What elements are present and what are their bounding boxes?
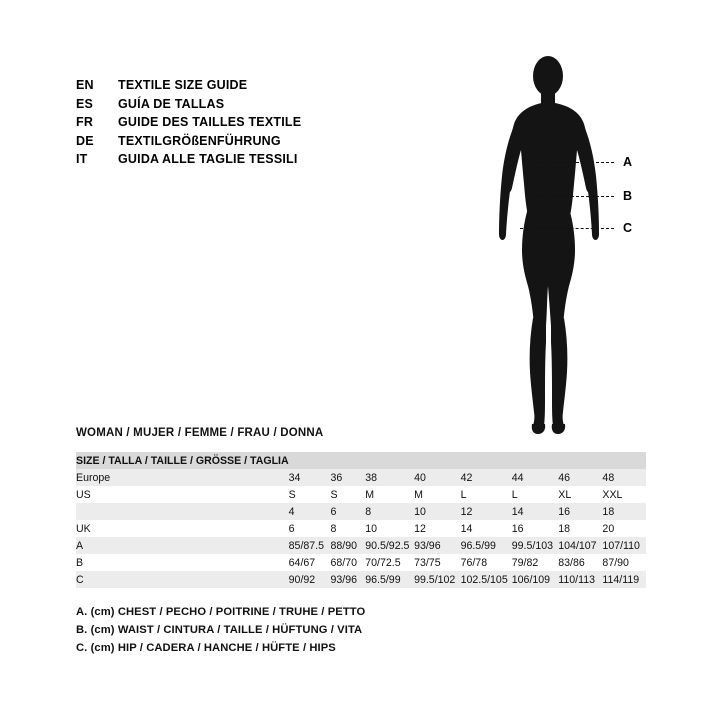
table-cell: 16 <box>558 503 602 520</box>
table-row <box>76 486 646 503</box>
table-cell: 79/82 <box>512 554 559 571</box>
legend-row <box>76 150 301 169</box>
callout-dashed-line <box>536 196 614 197</box>
table-cell: 8 <box>330 520 365 537</box>
callout-dashed-line <box>520 228 614 229</box>
table-cell: 38 <box>365 469 414 486</box>
table-cell: 76/78 <box>461 554 512 571</box>
legend-text: GUIDE DES TAILLES TEXTILE <box>118 115 302 130</box>
table-cell: 12 <box>414 520 461 537</box>
legend-text: TEXTILGRÖßENFÜHRUNG <box>118 133 281 148</box>
legend-text: GUIDA ALLE TAGLIE TESSILI <box>118 152 298 167</box>
table-cell: 6 <box>330 503 365 520</box>
table-row <box>76 537 646 554</box>
table-cell: 102.5/105 <box>461 571 512 588</box>
size-table <box>76 452 646 588</box>
table-cell: 48 <box>602 469 646 486</box>
table-cell: 99.5/103 <box>512 537 559 554</box>
table-cell: 99.5/102 <box>414 571 461 588</box>
table-cell: 93/96 <box>414 537 461 554</box>
table-cell: 114/119 <box>602 571 646 588</box>
legend-row <box>76 95 301 114</box>
table-cell: 34 <box>289 469 331 486</box>
table-cell: 6 <box>289 520 331 537</box>
table-row-label: US <box>76 486 289 503</box>
table-cell: 93/96 <box>330 571 365 588</box>
table-row-label <box>76 503 289 520</box>
table-cell: 96.5/99 <box>365 571 414 588</box>
table-cell: 106/109 <box>512 571 559 588</box>
table-cell <box>461 452 512 469</box>
table-cell: 104/107 <box>558 537 602 554</box>
table-row <box>76 520 646 537</box>
table-cell <box>289 452 331 469</box>
legend-text: TEXTILE SIZE GUIDE <box>118 78 248 92</box>
table-row-label: C <box>76 571 289 588</box>
table-cell: 40 <box>414 469 461 486</box>
table-cell: 12 <box>461 503 512 520</box>
table-cell <box>365 452 414 469</box>
table-cell: 87/90 <box>602 554 646 571</box>
table-cell: 96.5/99 <box>461 537 512 554</box>
callout-hip <box>520 222 632 234</box>
table-cell: M <box>414 486 461 503</box>
table-cell: XXL <box>602 486 646 503</box>
table-cell: L <box>512 486 559 503</box>
table-row-label: Europe <box>76 469 289 486</box>
table-cell: 64/67 <box>289 554 331 571</box>
legend-row <box>76 113 301 132</box>
table-row <box>76 469 646 486</box>
footnote-a: A. (cm) CHEST / PECHO / POITRINE / TRUHE / PETTO <box>76 606 366 618</box>
legend-code: FR <box>76 115 94 130</box>
legend-code: ES <box>76 96 94 111</box>
table-cell: M <box>365 486 414 503</box>
table-cell: 36 <box>330 469 365 486</box>
legend-row <box>76 76 301 95</box>
table-row-label: A <box>76 537 289 554</box>
table-cell: 70/72.5 <box>365 554 414 571</box>
footnote-c: C. (cm) HIP / CADERA / HANCHE / HÜFTE / HIPS <box>76 642 336 654</box>
legend-text: GUÍA DE TALLAS <box>118 96 225 111</box>
measurement-footnotes <box>76 603 365 657</box>
table-cell: 46 <box>558 469 602 486</box>
table-cell: 83/86 <box>558 554 602 571</box>
table-cell: 107/110 <box>602 537 646 554</box>
table-cell: L <box>461 486 512 503</box>
table-header-label: SIZE / TALLA / TAILLE / GRÖSSE / TAGLIA <box>76 452 289 469</box>
language-legend <box>76 76 301 169</box>
table-cell: 16 <box>512 520 559 537</box>
body-figure-icon <box>470 50 660 440</box>
callout-dashed-line <box>536 162 614 163</box>
footnote-b: B. (cm) WAIST / CINTURA / TAILLE / HÜFTUNG / VITA <box>76 624 363 636</box>
callout-label-a: A <box>623 154 633 169</box>
table-cell: 4 <box>289 503 331 520</box>
table-cell: 8 <box>365 503 414 520</box>
table-cell <box>602 452 646 469</box>
table-cell: 90/92 <box>289 571 331 588</box>
table-cell: 88/90 <box>330 537 365 554</box>
table-cell <box>414 452 461 469</box>
callout-label-c: C <box>623 220 633 235</box>
table-cell: 73/75 <box>414 554 461 571</box>
table-cell: 20 <box>602 520 646 537</box>
table-cell <box>330 452 365 469</box>
table-title: WOMAN / MUJER / FEMME / FRAU / DONNA <box>76 427 324 439</box>
table-cell: 10 <box>365 520 414 537</box>
table-cell: XL <box>558 486 602 503</box>
table-row <box>76 503 646 520</box>
callout-chest <box>536 156 632 168</box>
legend-row <box>76 132 301 151</box>
table-row <box>76 571 646 588</box>
legend-code: IT <box>76 152 88 167</box>
table-row-label: UK <box>76 520 289 537</box>
callout-label-b: B <box>623 188 633 203</box>
table-row <box>76 452 646 469</box>
table-cell: 85/87.5 <box>289 537 331 554</box>
table-cell: 10 <box>414 503 461 520</box>
table-cell: 14 <box>512 503 559 520</box>
callout-waist <box>536 190 632 202</box>
table-cell: 90.5/92.5 <box>365 537 414 554</box>
table-cell <box>512 452 559 469</box>
table-cell: 110/113 <box>558 571 602 588</box>
table-cell: 14 <box>461 520 512 537</box>
table-row-label: B <box>76 554 289 571</box>
female-body-silhouette <box>470 50 660 440</box>
legend-code: DE <box>76 133 94 148</box>
table-cell: S <box>289 486 331 503</box>
legend-code: EN <box>76 78 94 92</box>
table-cell: 44 <box>512 469 559 486</box>
table-cell: 42 <box>461 469 512 486</box>
table-cell <box>558 452 602 469</box>
table-cell: 68/70 <box>330 554 365 571</box>
table-cell: S <box>330 486 365 503</box>
table-row <box>76 554 646 571</box>
table-cell: 18 <box>602 503 646 520</box>
table-cell: 18 <box>558 520 602 537</box>
